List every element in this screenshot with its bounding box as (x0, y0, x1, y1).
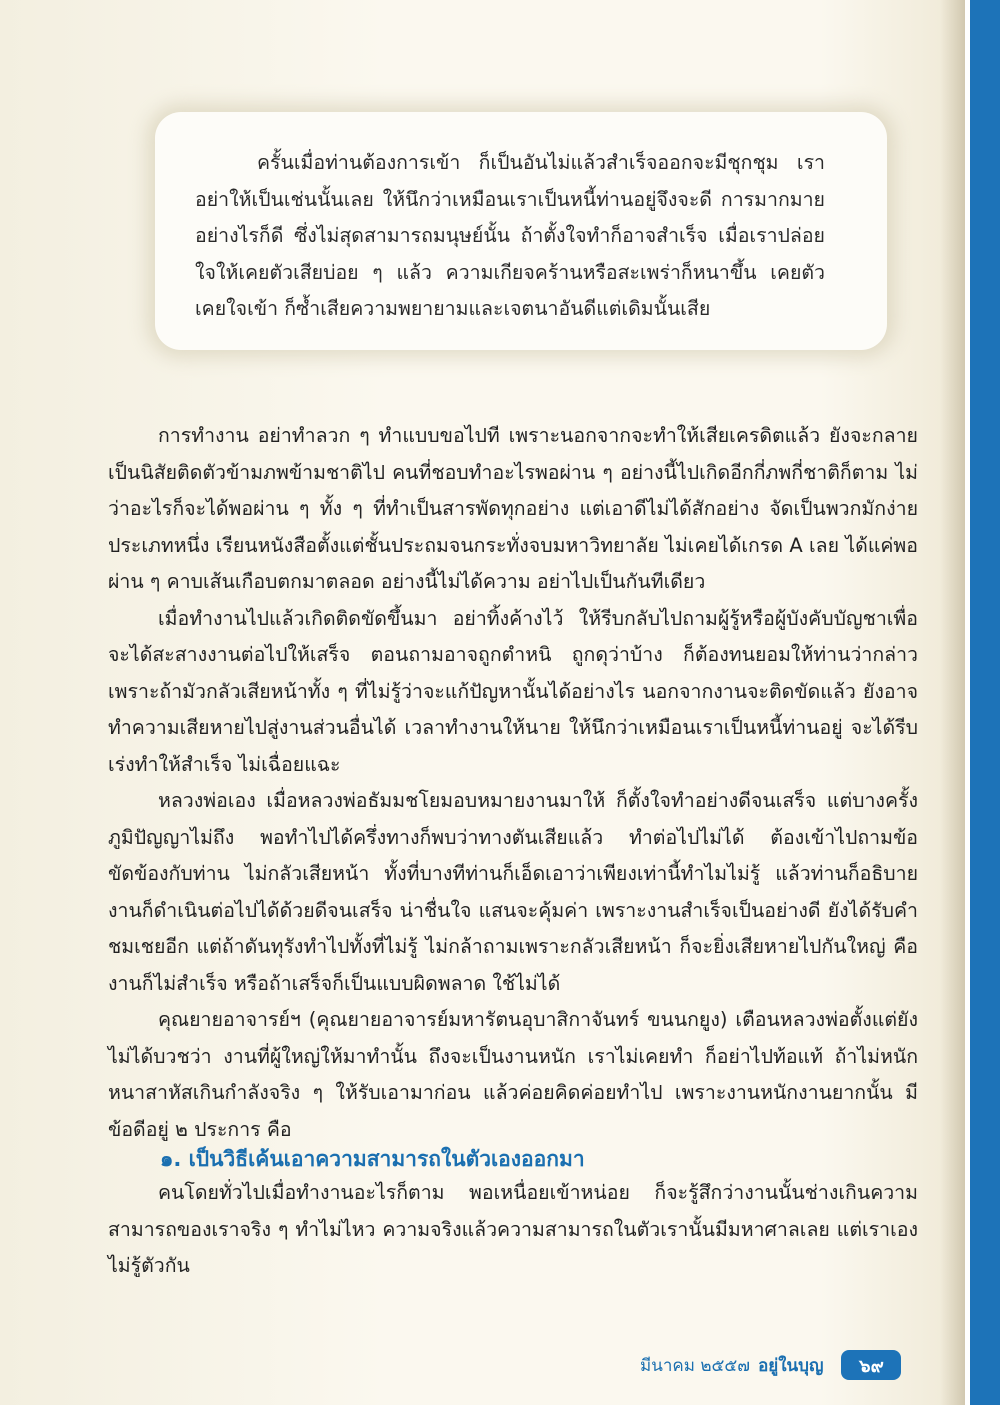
body-paragraph-3: หลวงพ่อเอง เมื่อหลวงพ่อธัมมชโยมอบหมายงานมาให้ ก็ตั้งใจทำอย่างดีจนเสร็จ แต่บางครั้งภูมิปัญญาไม่ถึง พอทำไปได้ครึ่งทางก็พบว่าทางตันเสียแล้ว ทำต่อไปไม่ได้ ต้องเข้าไปถามข้อขัดข้องกับท่าน ไม่กลัวเสียหน้า ทั้งที่บางทีท่านก็เอ็ดเอาว่าเพียงเท่านี้ทำไมไม่รู้ แล้วท่านก็อธิบาย งานก็ดำเนินต่อไปได้ด้วยดีจนเสร็จ น่าชื่นใจ แสนจะคุ้มค่า เพราะงานสำเร็จเป็นอย่างดี ยังได้รับคำชมเชยอีก แต่ถ้าดันทุรังทำไปทั้งที่ไม่รู้ ไม่กล้าถามเพราะกลัวเสียหน้า ก็จะยิ่งเสียหายไปกันใหญ่ คือ งานก็ไม่สำเร็จ หรือถ้าเสร็จก็เป็นแบบผิดพลาด ใช้ไม่ได้ (108, 789, 918, 995)
body-text (108, 418, 918, 1148)
page-number: ๖๙ (841, 1350, 901, 1380)
quote-text (195, 145, 825, 328)
blue-edge-band (970, 0, 1000, 1405)
section-heading-1: ๑. เป็นวิธีเค้นเอาความสามารถในตัวเองออกมา (160, 1147, 585, 1171)
body-paragraph-1: การทำงาน อย่าทำลวก ๆ ทำแบบขอไปที เพราะนอกจากจะทำให้เสียเครดิตแล้ว ยังจะกลายเป็นนิสัยติดตัวข้ามภพข้ามชาติไป คนที่ชอบทำอะไรพอผ่าน ๆ อย่างนี้ไปเกิดอีกกี่ภพกี่ชาติก็ตาม ไม่ว่าอะไรก็จะได้พอผ่าน ๆ ทั้ง ๆ ที่ทำเป็นสารพัดทุกอย่าง แต่เอาดีไม่ได้สักอย่าง จัดเป็นพวกมักง่ายประเภทหนึ่ง เรียนหนังสือตั้งแต่ชั้นประถมจนกระทั่งจบมหาวิทยาลัย ไม่เคยได้เกรด A เลย ได้แค่พอผ่าน ๆ คาบเส้นเกือบตกมาตลอด อย่างนี้ไม่ได้ความ อย่าไปเป็นกันทีเดียว (108, 424, 918, 593)
section-1-text (108, 1175, 918, 1285)
page-footer (640, 1347, 901, 1383)
footer-date: มีนาคม ๒๕๕๗ (640, 1355, 751, 1376)
footer-magazine-title: อยู่ในบุญ (758, 1355, 824, 1376)
page-gutter-shadow (940, 0, 965, 1405)
body-paragraph-4: คุณยายอาจารย์ฯ (คุณยายอาจารย์มหารัตนอุบาสิกาจันทร์ ขนนกยูง) เตือนหลวงพ่อตั้งแต่ยังไม่ได้บวชว่า งานที่ผู้ใหญ่ให้มาทำนั้น ถึงจะเป็นงานหนัก เราไม่เคยทำ ก็อย่าไปท้อแท้ ถ้าไม่หนักหนาสาหัสเกินกำลังจริง ๆ ให้รับเอามาก่อน แล้วค่อยคิดค่อยทำไป เพราะงานหนักงานยากนั้น มีข้อดีอยู่ ๒ ประการ คือ (108, 1008, 918, 1141)
body-paragraph-2: เมื่อทำงานไปแล้วเกิดติดขัดขึ้นมา อย่าทิ้งค้างไว้ ให้รีบกลับไปถามผู้รู้หรือผู้บังคับบัญชาเพื่อจะได้สะสางงานต่อไปให้เสร็จ ตอนถามอาจถูกตำหนิ ถูกดุว่าบ้าง ก็ต้องทนยอมให้ท่านว่ากล่าว เพราะถ้ามัวกลัวเสียหน้าทั้ง ๆ ที่ไม่รู้ว่าจะแก้ปัญหานั้นได้อย่างไร นอกจากงานจะติดขัดแล้ว ยังอาจทำความเสียหายไปสู่งานส่วนอื่นได้ เวลาทำงานให้นาย ให้นึกว่าเหมือนเราเป็นหนี้ท่านอยู่ จะได้รีบเร่งทำให้สำเร็จ ไม่เฉื่อยแฉะ (108, 606, 918, 776)
section-1-paragraph: คนโดยทั่วไปเมื่อทำงานอะไรก็ตาม พอเหนื่อยเข้าหน่อย ก็จะรู้สึกว่างานนั้นช่างเกินความสามารถของเราจริง ๆ ทำไม่ไหว ความจริงแล้วความสามารถในตัวเรานั้นมีมหาศาลเลย แต่เราเองไม่รู้ตัวกัน (108, 1181, 918, 1277)
quote-paragraph: ครั้นเมื่อท่านต้องการเข้า ก็เป็นอันไม่แล้วสำเร็จออกจะมีชุกชุม เราอย่าให้เป็นเช่นนั้นเลย ให้นึกว่าเหมือนเราเป็นหนี้ท่านอยู่จึงจะดี การมากมายอย่างไรก็ดี ซึ่งไม่สุดสามารถมนุษย์นั้น ถ้าตั้งใจทำก็อาจสำเร็จ เมื่อเราปล่อยใจให้เคยตัวเสียบ่อย ๆ แล้ว ความเกียจคร้านหรือสะเพร่าก็หนาขึ้น เคยตัวเคยใจเข้า ก็ซ้ำเสียความพยายามและเจตนาอันดีแต่เดิมนั้นเสีย (195, 151, 825, 320)
